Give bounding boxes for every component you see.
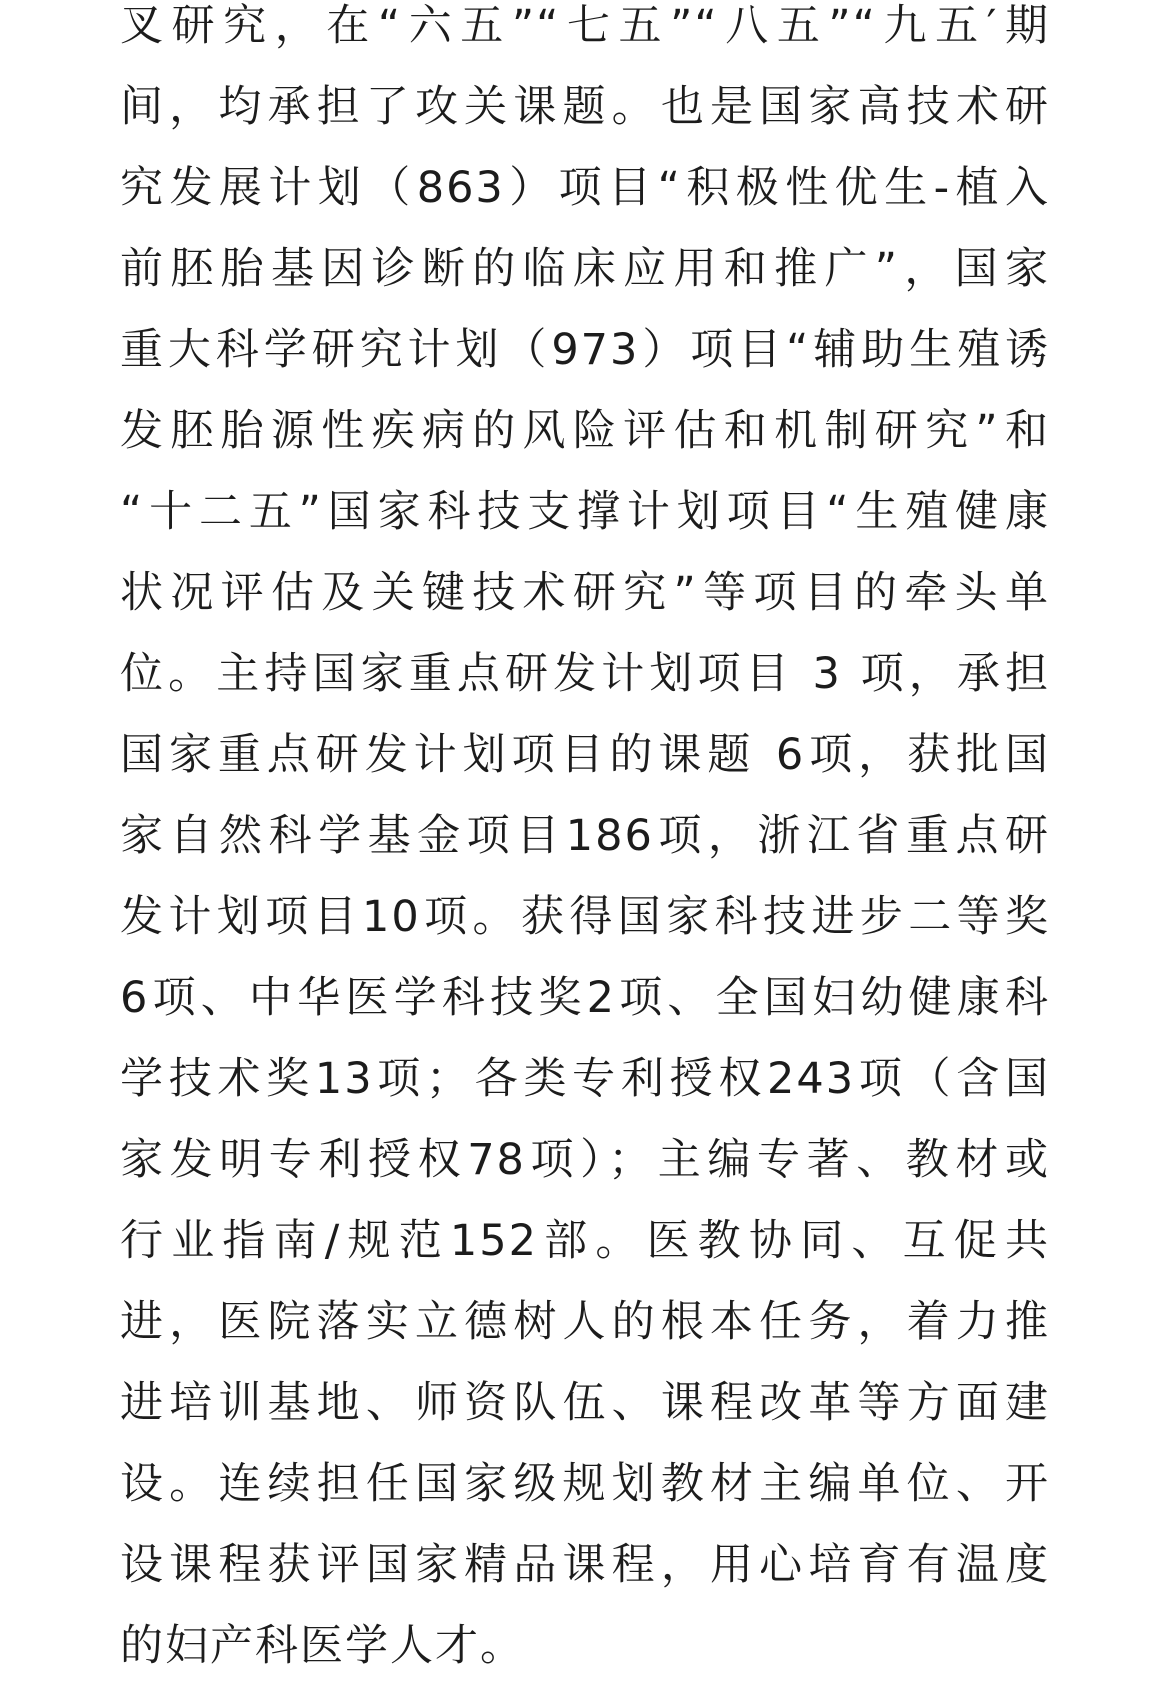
article-body (120, 0, 1050, 1687)
text-line: 究发展计划（863）项目“积极性优生-植入 (120, 163, 1050, 213)
text-line: 重大科学研究计划（973）项目“辅助生殖诱 (120, 325, 1050, 375)
text-line: 位。主持国家重点研发计划项目 3 项，承担 (120, 649, 1050, 699)
text-line: 前胚胎基因诊断的临床应用和推广”，国家 (120, 244, 1050, 294)
text-line: 状况评估及关键技术研究”等项目的牵头单 (120, 568, 1050, 618)
text-line: 家发明专利授权78项）；主编专著、教材或 (120, 1135, 1050, 1185)
text-line: 进培训基地、师资队伍、课程改革等方面建 (120, 1378, 1050, 1428)
text-line: 间，均承担了攻关课题。也是国家高技术研 (120, 82, 1050, 132)
text-line: 学技术奖13项；各类专利授权243项（含国 (120, 1054, 1050, 1104)
text-line: 家自然科学基金项目186项，浙江省重点研 (120, 811, 1050, 861)
text-line: 的妇产科医学人才。 (120, 1621, 525, 1671)
text-line: 行业指南/规范152部。医教协同、互促共 (120, 1216, 1050, 1266)
text-line: 发计划项目10项。获得国家科技进步二等奖 (120, 892, 1050, 942)
text-line: 6项、中华医学科技奖2项、全国妇幼健康科 (120, 973, 1050, 1023)
text-line: 设课程获评国家精品课程，用心培育有温度 (120, 1540, 1050, 1590)
text-line: “十二五”国家科技支撑计划项目“生殖健康 (120, 487, 1050, 537)
text-line: 叉研究，在“六五”“七五”“八五”“九五′期 (120, 1, 1050, 51)
text-line: 设。连续担任国家级规划教材主编单位、开 (120, 1459, 1050, 1509)
text-line: 国家重点研发计划项目的课题 6项，获批国 (120, 730, 1050, 780)
text-line: 发胚胎源性疾病的风险评估和机制研究”和 (120, 406, 1050, 456)
text-line: 进，医院落实立德树人的根本任务，着力推 (120, 1297, 1050, 1347)
